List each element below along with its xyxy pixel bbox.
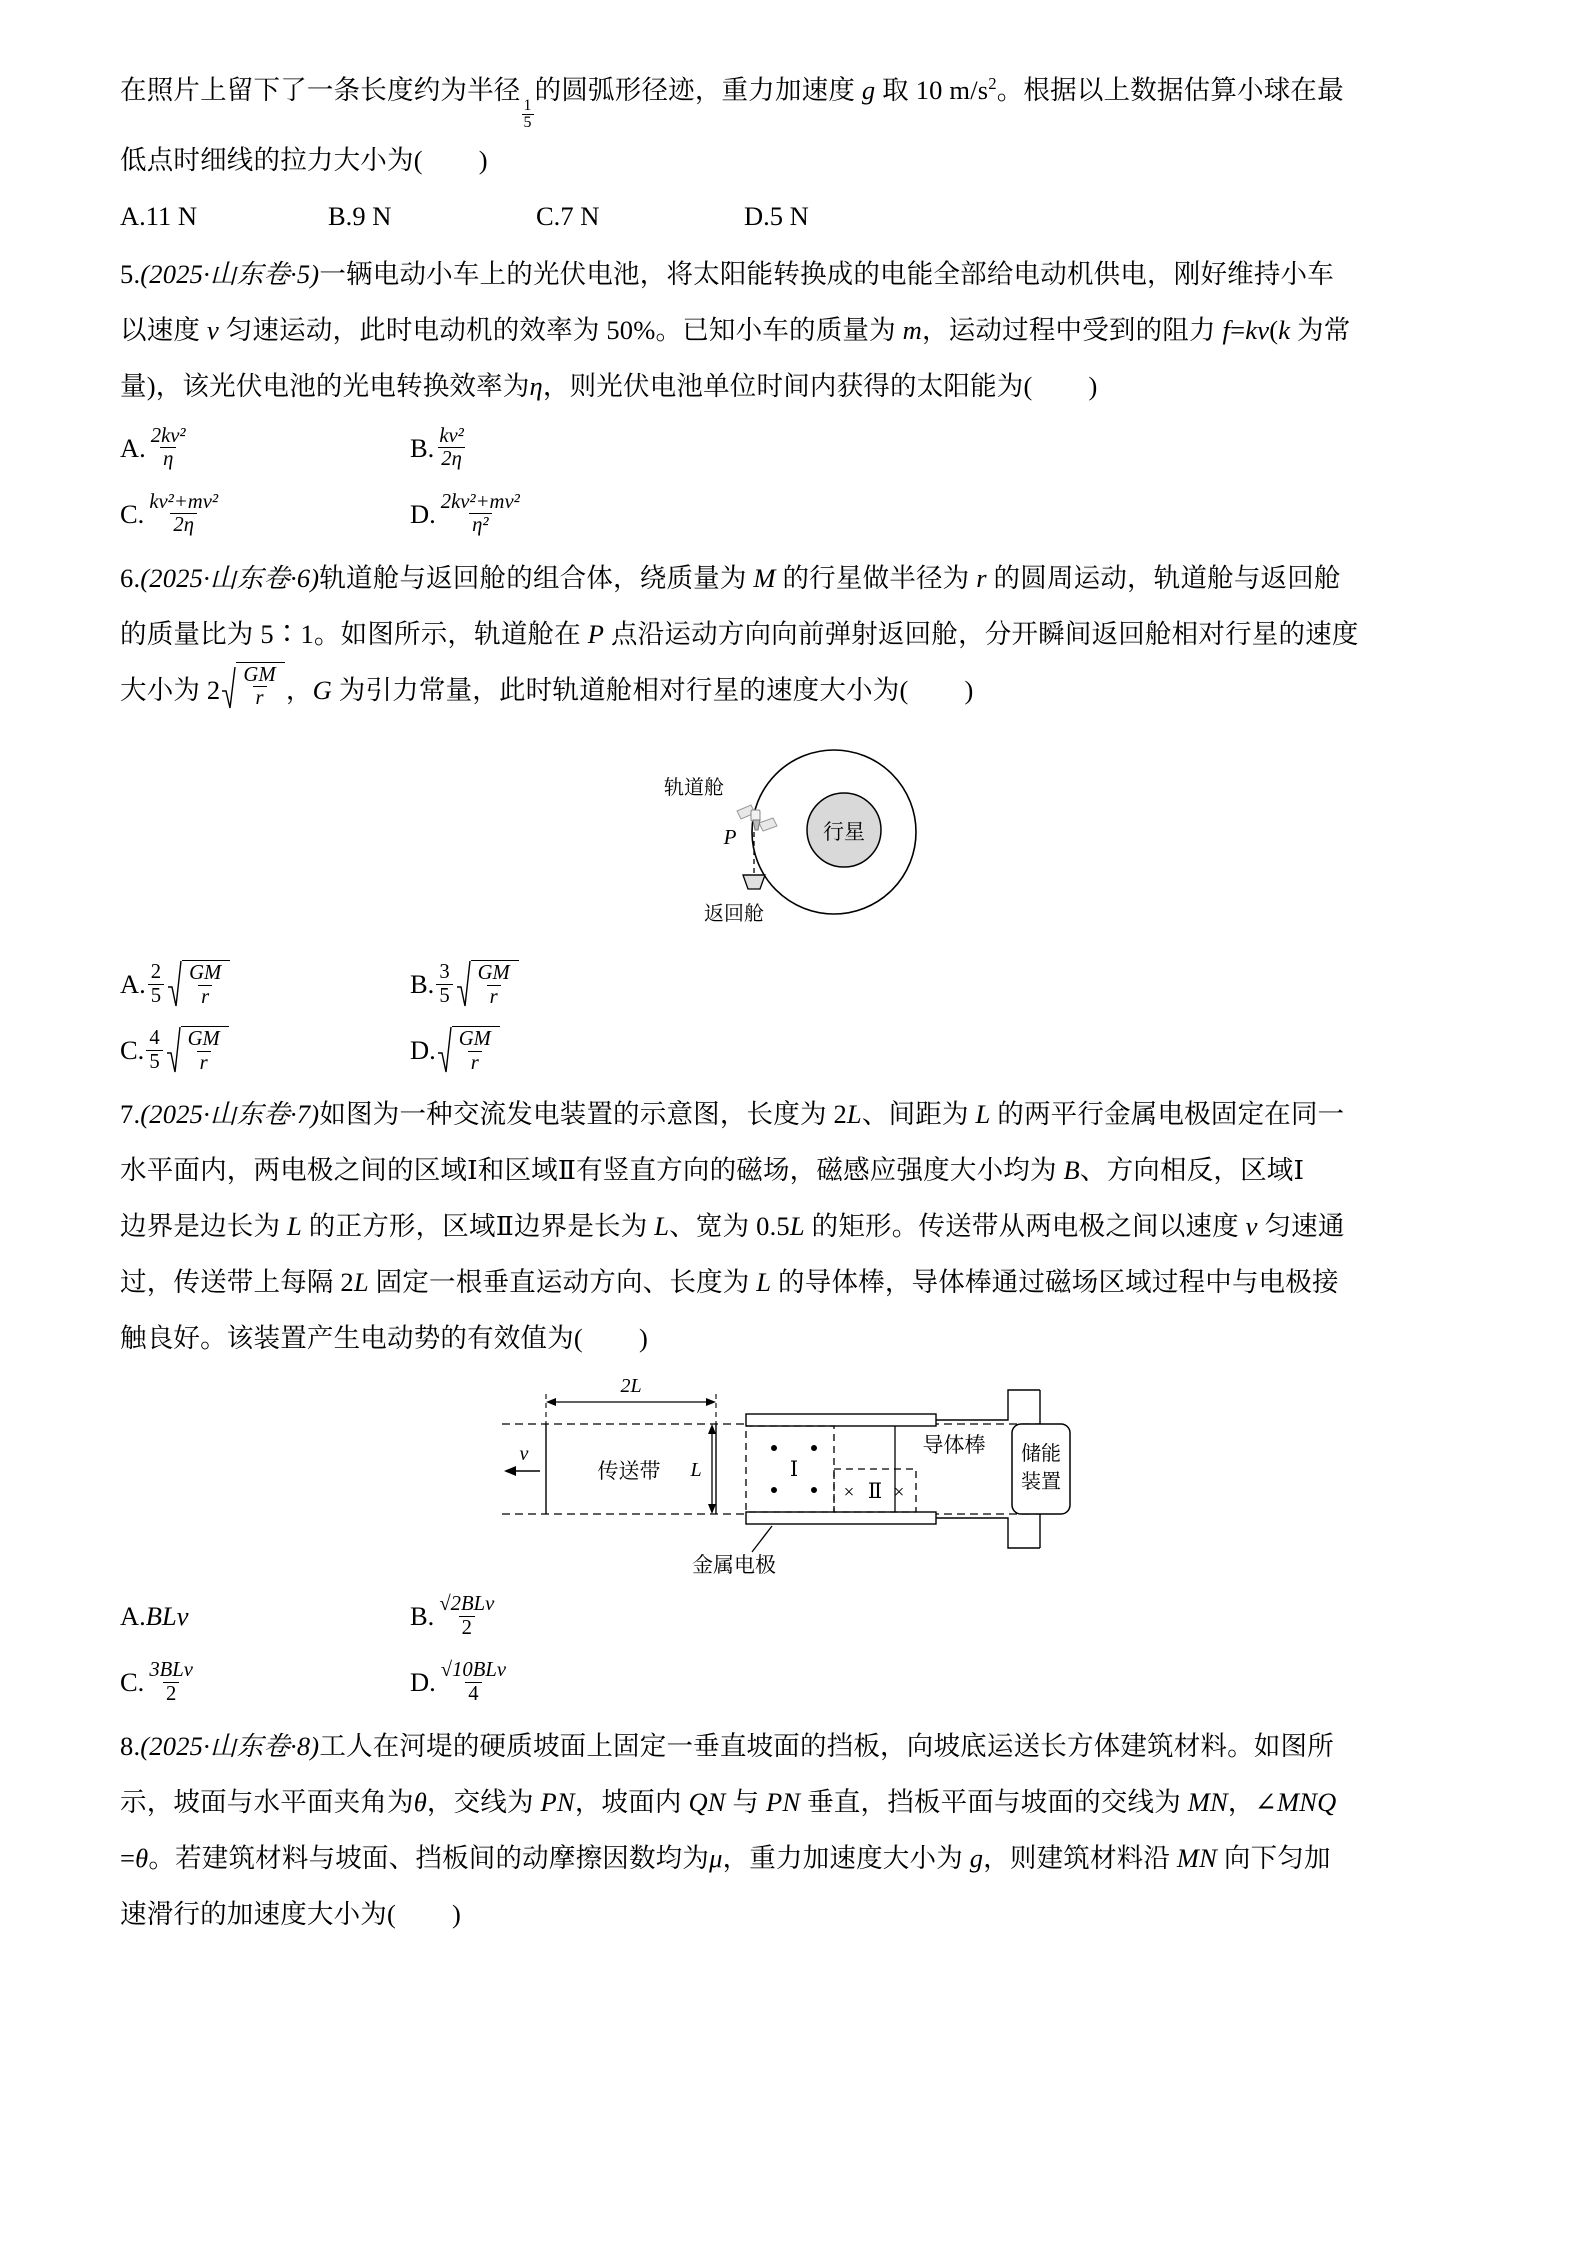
q5-option-c[interactable] [120, 482, 410, 546]
q8-symbol-g: g [969, 1843, 984, 1873]
q8-stem-l2-e: 垂直，挡板平面与坡面的交线为 [800, 1787, 1188, 1817]
point-p-label: P [723, 825, 736, 849]
q6-option-a-label: A. [120, 969, 146, 999]
q6-symbol-G: G [312, 675, 332, 705]
field-dot [771, 1445, 777, 1451]
q8-symbol-MN: MN [1187, 1787, 1228, 1817]
field-dot [771, 1487, 777, 1493]
q8-stem-l3-a: = [120, 1843, 136, 1873]
q8-symbol-theta: θ [413, 1787, 427, 1817]
storage-label-line-1: 储能 [1020, 1443, 1061, 1465]
q5-source: (2025·山东卷·5) [140, 258, 320, 289]
q7-option-d-num: √10BLv [440, 1659, 507, 1682]
q6-option-b-sqrt [456, 960, 519, 1008]
q6-option-a-coefficient [148, 961, 164, 1007]
q4-option-c[interactable] [536, 190, 744, 242]
q6-stem-l2-a: 的质量比为 5∶1。如图所示，轨道舱在 [120, 618, 588, 649]
q5-expression-kv: kv [1245, 314, 1270, 345]
top-electrode [746, 1414, 936, 1426]
q7-stem-l4-a: 过，传送带上每隔 2 [120, 1267, 354, 1297]
q7-option-b-label: B. [410, 1601, 435, 1631]
q5-stem-l3-b: ，则光伏电池单位时间内获得的太阳能为( [542, 370, 1033, 401]
question-4-stem-line-1 [120, 62, 1467, 132]
q8-l3-symbol-theta: θ [135, 1843, 149, 1873]
region-2-label: Ⅱ [867, 1479, 882, 1503]
q5-option-a-label: A. [120, 432, 146, 463]
question-8 [120, 1718, 1467, 1942]
q6-option-a-coef-den: 5 [148, 984, 164, 1007]
q6-option-a-den: r [198, 985, 212, 1008]
question-6-stem-line-2 [120, 606, 1467, 662]
radical-sign-icon [456, 960, 471, 1008]
q4-option-d-label: D. [744, 200, 770, 231]
q7-option-d-den: 4 [465, 1682, 481, 1705]
q7-option-d-label: D. [410, 1667, 436, 1697]
q6-stem-l1-b: 的行星做半径为 [775, 562, 977, 593]
q6-option-c[interactable] [120, 1018, 410, 1082]
question-5-stem-line-1 [120, 246, 1467, 302]
q5-paren-close: ) [1088, 370, 1098, 401]
q5-stem-l2-a: 以速度 [120, 314, 207, 345]
q7-symbol-L2: L [975, 1099, 991, 1129]
question-6-stem-line-3 [120, 662, 1467, 718]
question-5-options-row-1 [120, 416, 1467, 480]
q6-option-b[interactable] [410, 952, 830, 1016]
question-7-stem-line-3 [120, 1198, 1467, 1254]
q7-option-b-fraction [436, 1593, 497, 1639]
question-8-stem-line-3 [120, 1830, 1467, 1886]
q7-option-c[interactable] [120, 1650, 410, 1714]
q6-option-a-sqrt-body [182, 960, 230, 1008]
q6-stem-l3-b: ， [285, 675, 313, 705]
q6-option-b-coef-num: 3 [439, 961, 450, 984]
q4-line1-part-c: 取 10 m/s [875, 75, 989, 105]
q7-option-b[interactable] [410, 1584, 830, 1648]
q7-option-c-num: 3BLv [149, 1659, 193, 1682]
q5-option-c-numerator: kv²+mv² [149, 491, 219, 514]
q4-option-a-label: A. [120, 200, 146, 231]
q6-stem-l3-a: 大小为 2 [120, 675, 221, 705]
q6-option-d-sqrt [437, 1026, 500, 1074]
q6-option-a-sqrt [167, 960, 230, 1008]
q6-stem-l3-c: 为引力常量，此时轨道舱相对行星的速度大小为( [331, 675, 909, 705]
q4-line2-text: 低点时细线的拉力大小为( [120, 144, 423, 175]
q7-symbol-v: v [1245, 1211, 1258, 1241]
dim-2L-arrow [546, 1398, 716, 1406]
question-6-options-row-2 [120, 1018, 1467, 1082]
q8-stem-l3-c: ，重力加速度大小为 [722, 1843, 970, 1873]
q8-stem-l3-d: ，则建筑材料沿 [983, 1843, 1177, 1873]
q8-stem-l2-a: 示，坡面与水平面夹角为 [120, 1787, 414, 1817]
q6-option-b-label: B. [410, 969, 435, 999]
q6-option-b-fraction [475, 962, 513, 1008]
q8-symbol-MNQ: MNQ [1277, 1787, 1337, 1817]
q7-stem-l2-a: 水平面内，两电极之间的区域Ⅰ和区域Ⅱ有竖直方向的磁场，磁感应强度大小均为 [120, 1155, 1064, 1185]
q4-fraction-denominator: 5 [523, 114, 532, 132]
q5-symbol-f: f [1222, 314, 1231, 345]
q6-option-d-num: GM [458, 1028, 491, 1051]
question-7 [120, 1086, 1467, 1714]
radical-sign-icon [166, 1026, 181, 1074]
question-7-stem-line-5 [120, 1310, 1467, 1366]
velocity-label: v [519, 1443, 528, 1465]
q5-option-c-fraction [146, 491, 221, 537]
q6-option-c-coefficient [146, 1027, 162, 1073]
q7-option-d-fraction [438, 1659, 509, 1705]
q6-source: (2025·山东卷·6) [140, 562, 320, 593]
q5-symbol-k: k [1278, 314, 1291, 345]
bottom-electrode [746, 1512, 936, 1524]
q5-equals: = [1230, 314, 1246, 345]
q4-option-a[interactable] [120, 190, 328, 242]
q7-source: (2025·山东卷·7) [140, 1099, 320, 1129]
q8-symbol-QN: QN [688, 1787, 726, 1817]
q6-option-a-coef-num: 2 [150, 961, 162, 984]
q7-symbol-L1: L [846, 1099, 862, 1129]
q7-option-b-num: √2BLv [439, 1593, 495, 1616]
metal-electrode-label: 金属电极 [691, 1553, 776, 1576]
q6-stem-l1-c: 的圆周运动，轨道舱与返回舱 [986, 562, 1341, 593]
orbital-module-icon [737, 805, 777, 831]
q8-stem-l2-d: 与 [725, 1787, 767, 1817]
q7-l4-symbol-L2: L [756, 1267, 772, 1297]
orbital-module-label: 轨道舱 [663, 777, 724, 799]
radical-sign-icon [167, 960, 182, 1008]
circuit-wire-top [936, 1390, 1040, 1420]
q5-option-b[interactable] [410, 416, 830, 480]
q5-option-b-numerator: kv² [439, 425, 464, 448]
q4-fraction-one-fifth [522, 98, 534, 132]
velocity-arrow [504, 1466, 540, 1476]
q7-stem-l4-b: 固定一根垂直运动方向、长度为 [368, 1267, 757, 1297]
q6-option-d-label: D. [410, 1035, 436, 1065]
q7-stem-l3-c: 、宽为 0.5 [669, 1211, 790, 1241]
q5-option-d-numerator: 2kv²+mv² [440, 491, 520, 514]
region-1-label: Ⅰ [789, 1457, 798, 1481]
q7-stem-l1-a: 如图为一种交流发电装置的示意图，长度为 2 [319, 1099, 847, 1129]
q5-stem-l3-a: 量)，该光伏电池的光电转换效率为 [120, 370, 530, 401]
q6-option-d-fraction [456, 1028, 494, 1074]
circuit-wire-bottom [936, 1518, 1040, 1548]
q6-option-c-sqrt [166, 1026, 229, 1074]
q4-line2-close: ) [478, 144, 488, 175]
q5-option-b-denominator: 2η [438, 447, 465, 470]
q8-paren-close: ) [452, 1899, 462, 1929]
q4-unit-exponent: 2 [988, 74, 997, 94]
q7-option-c-fraction [146, 1659, 196, 1705]
orbit-diagram [544, 732, 1044, 942]
q7-option-c-label: C. [120, 1667, 145, 1697]
planet-label: 行星 [822, 820, 865, 844]
q4-option-d[interactable] [744, 190, 952, 242]
q6-option-a-num: GM [189, 962, 222, 985]
q6-option-b-den: r [487, 985, 501, 1008]
q7-option-c-den: 2 [163, 1682, 179, 1705]
dimension-2L-label: 2L [619, 1376, 642, 1397]
return-capsule-icon [743, 875, 765, 889]
conductor-rod-label: 导体棒 [922, 1433, 985, 1457]
q5-stem-l2-c: ，运动过程中受到的阻力 [922, 314, 1223, 345]
q7-stem-l2-b: 、方向相反，区域Ⅰ [1079, 1155, 1305, 1185]
field-cross-icon: × [893, 1482, 904, 1503]
q5-option-c-denominator: 2η [170, 513, 197, 536]
field-dot [811, 1445, 817, 1451]
q6-sqrt-fraction [240, 664, 279, 710]
q5-option-a[interactable] [120, 416, 410, 480]
question-8-stem-line-2 [120, 1774, 1467, 1830]
question-5-options-row-2 [120, 482, 1467, 546]
question-8-stem-line-1 [120, 1718, 1467, 1774]
q7-stem-l1-c: 的两平行金属电极固定在同一 [990, 1099, 1345, 1129]
q5-symbol-eta: η [529, 370, 543, 401]
q7-stem-l4-c: 的导体棒，导体棒通过磁场区域过程中与电极接 [771, 1267, 1339, 1297]
question-7-stem-line-2 [120, 1142, 1467, 1198]
q6-option-c-den: r [197, 1051, 211, 1074]
q5-symbol-m: m [902, 314, 922, 345]
q8-source: (2025·山东卷·8) [140, 1731, 320, 1761]
q7-option-b-den: 2 [459, 1616, 475, 1639]
q6-sqrt-numerator: GM [243, 663, 276, 686]
question-4-stem-line-2 [120, 132, 1467, 188]
question-7-stem-line-1 [120, 1086, 1467, 1142]
q4-option-b-label: B. [328, 200, 353, 231]
q4-line1-part-a: 在照片上留下了一条长度约为半径 [120, 75, 521, 105]
q7-option-a[interactable] [120, 1584, 410, 1648]
q5-option-c-label: C. [120, 498, 145, 529]
q5-stem-l2-f2: 为常 [1290, 314, 1351, 345]
return-module-label: 返回舱 [703, 903, 764, 925]
q6-sqrt-body [236, 662, 285, 710]
question-8-stem-line-4 [120, 1886, 1467, 1942]
field-cross-icon: × [843, 1482, 854, 1503]
q5-stem-l1: 一辆电动小车上的光伏电池，将太阳能转换成的电能全部给电动机供电，刚好维持小车 [319, 258, 1334, 289]
q4-symbol-g: g [861, 75, 876, 105]
q8-stem-l2-c: ，坡面内 [574, 1787, 689, 1817]
q8-number: 8. [120, 1731, 141, 1761]
question-6 [120, 550, 1467, 1082]
q5-option-a-numerator: 2kv² [150, 425, 186, 448]
q7-stem-l3-a: 边界是边长为 [120, 1211, 288, 1241]
q6-paren-close: ) [964, 675, 974, 705]
q6-stem-l2-b: 点沿运动方向向前弹射返回舱，分开瞬间返回舱相对行星的速度 [604, 618, 1359, 649]
q5-number: 5. [120, 258, 141, 289]
question-5 [120, 246, 1467, 546]
energy-storage-box [1012, 1424, 1070, 1514]
electrode-leader-line [752, 1526, 772, 1552]
q7-stem-l5: 触良好。该装置产生电动势的有效值为( [120, 1323, 583, 1353]
conveyor-belt-label: 传送带 [597, 1459, 660, 1483]
q6-symbol-r: r [976, 562, 987, 593]
radical-sign-icon [437, 1026, 452, 1074]
question-6-stem-line-1 [120, 550, 1467, 606]
q6-option-c-fraction [185, 1028, 223, 1074]
q6-sqrt-GM-over-r [221, 662, 285, 710]
q6-option-d-sqrt-body [452, 1026, 500, 1074]
q7-option-d[interactable] [410, 1650, 830, 1714]
q8-stem-l3-e: 向下匀加 [1217, 1843, 1331, 1873]
q8-l3-symbol-MN: MN [1176, 1843, 1218, 1873]
q8-symbol-mu: μ [709, 1843, 723, 1873]
question-4-options [120, 190, 1467, 242]
q8-stem-l3-b: 。若建筑材料与坡面、挡板间的动摩擦因数均为 [148, 1843, 710, 1873]
q5-option-b-label: B. [410, 432, 435, 463]
q6-option-b-sqrt-body [471, 960, 519, 1008]
q5-option-d-fraction [438, 491, 523, 537]
question-7-options-row-1 [120, 1584, 1467, 1648]
q4-option-d-text: 5 N [769, 200, 809, 231]
question-5-stem-line-3 [120, 358, 1467, 414]
q6-sqrt-denominator: r [253, 686, 267, 709]
q7-stem-l3-d: 的矩形。传送带从两电极之间以速度 [804, 1211, 1246, 1241]
question-6-figure [120, 732, 1467, 942]
storage-label-line-2: 装置 [1020, 1471, 1061, 1493]
q5-symbol-v: v [206, 314, 219, 345]
q7-l3-symbol-L2: L [654, 1211, 670, 1241]
q7-symbol-B: B [1063, 1155, 1080, 1185]
q4-option-b-text: 9 N [352, 200, 392, 231]
q5-option-b-fraction [436, 425, 467, 471]
question-7-stem-line-4 [120, 1254, 1467, 1310]
question-7-options-row-2 [120, 1650, 1467, 1714]
q5-option-a-fraction [148, 425, 189, 471]
q6-option-b-coefficient [436, 961, 452, 1007]
q4-option-c-text: 7 N [560, 200, 600, 231]
q4-option-b[interactable] [328, 190, 536, 242]
q8-symbol-PN: PN [540, 1787, 575, 1817]
q6-option-b-num: GM [477, 962, 510, 985]
q5-stem-l2-b: 匀速运动，此时电动机的效率为 50%。已知小车的质量为 [218, 314, 903, 345]
q7-l4-symbol-L1: L [353, 1267, 369, 1297]
q6-option-d-den: r [468, 1051, 482, 1074]
q5-option-a-denominator: η [160, 447, 176, 470]
q4-line1-part-b: 的圆弧形径迹，重力加速度 [534, 75, 862, 105]
q7-paren-close: ) [638, 1323, 648, 1353]
q8-stem-l1: 工人在河堤的硬质坡面上固定一垂直坡面的挡板，向坡底运送长方体建筑材料。如图所 [319, 1731, 1334, 1761]
q5-option-d-label: D. [410, 498, 436, 529]
q7-stem-l3-b: 的正方形，区域Ⅱ边界是长为 [301, 1211, 655, 1241]
dimension-L-label: L [689, 1459, 702, 1481]
ac-generator-diagram [484, 1376, 1104, 1576]
q7-stem-l3-e: 匀速通 [1257, 1211, 1345, 1241]
q7-l3-symbol-L1: L [287, 1211, 302, 1241]
q5-option-d[interactable] [410, 482, 830, 546]
q7-option-a-text: BLv [145, 1601, 189, 1631]
q6-option-c-label: C. [120, 1035, 145, 1065]
q8-stem-l4: 速滑行的加速度大小为( [120, 1899, 397, 1929]
q6-option-c-sqrt-body [181, 1026, 229, 1074]
q4-line1-part-d: 。根据以上数据估算小球在最 [996, 75, 1344, 105]
q6-option-b-coef-den: 5 [436, 984, 452, 1007]
q6-symbol-M: M [753, 562, 776, 593]
q8-symbol-PN2: PN [766, 1787, 801, 1817]
dim-L-arrow [708, 1424, 716, 1514]
q6-number: 6. [120, 562, 141, 593]
q6-stem-l1-a: 轨道舱与返回舱的组合体，绕质量为 [319, 562, 754, 593]
q4-fraction-numerator: 1 [523, 96, 532, 114]
q6-symbol-P: P [587, 618, 605, 649]
q7-number: 7. [120, 1099, 141, 1129]
question-7-figure [120, 1376, 1467, 1576]
q6-option-a-fraction [186, 962, 224, 1008]
radical-sign-icon [221, 662, 236, 710]
q5-paren-open: ( [1269, 314, 1279, 345]
question-5-stem-line-2 [120, 302, 1467, 358]
q6-option-a[interactable] [120, 952, 410, 1016]
q7-stem-l1-b: 、间距为 [861, 1099, 976, 1129]
question-6-options-row-1 [120, 952, 1467, 1016]
q8-stem-l2-b: ，交线为 [426, 1787, 541, 1817]
field-dot [811, 1487, 817, 1493]
q6-option-c-num: GM [187, 1028, 220, 1051]
q6-option-c-coef-num: 4 [149, 1027, 160, 1050]
q6-option-d[interactable] [410, 1018, 830, 1082]
q7-l3-symbol-L3: L [789, 1211, 805, 1241]
q4-option-a-text: 11 N [145, 200, 198, 231]
q4-option-c-label: C. [536, 200, 561, 231]
q7-option-a-label: A. [120, 1601, 146, 1631]
q6-option-c-coef-den: 5 [146, 1050, 162, 1073]
q5-option-d-denominator: η² [469, 513, 491, 536]
q8-stem-l2-f: ，∠ [1227, 1787, 1277, 1817]
